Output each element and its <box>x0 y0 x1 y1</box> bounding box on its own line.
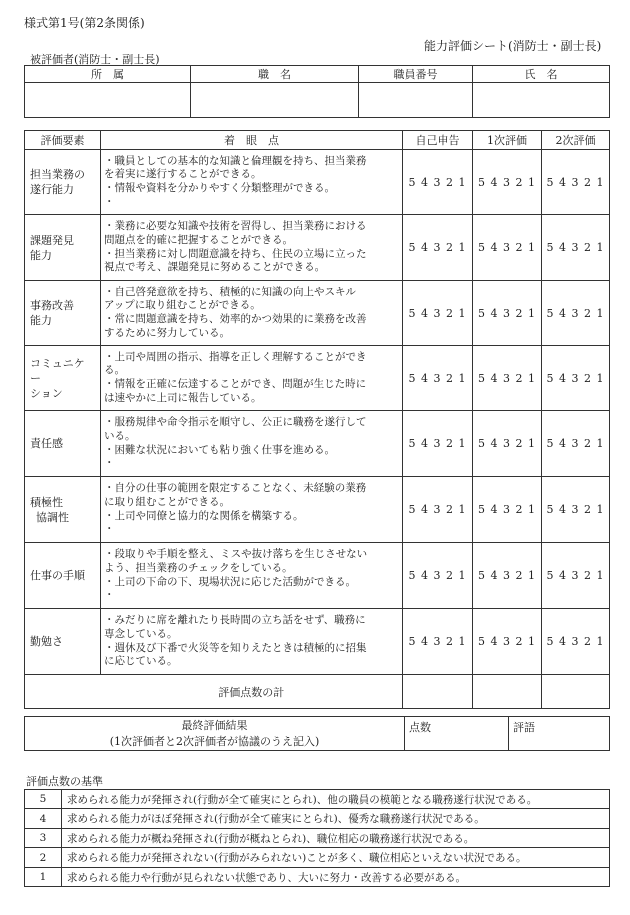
eval-points: ・自己啓発意欲を持ち、積極的に知識の向上やスキル アップに取り組むことができる。 ・常に問題意識を持ち、効率的かつ効果的に業務を改善 するために努力している。 <box>101 281 403 346</box>
self-score-scale[interactable]: 5 4 3 2 1 <box>403 215 473 281</box>
info-header-staff-number: 職員番号 <box>359 66 473 83</box>
info-header-department: 所 属 <box>25 66 191 83</box>
final-comment-label: 評語 <box>513 721 535 734</box>
second-score-scale[interactable]: 5 4 3 2 1 <box>542 281 610 346</box>
eval-row <box>25 477 610 543</box>
criteria-row <box>25 848 610 868</box>
eval-row <box>25 150 610 215</box>
criteria-row <box>25 790 610 809</box>
second-score-scale[interactable]: 5 4 3 2 1 <box>542 543 610 609</box>
info-header-name: 氏 名 <box>473 66 610 83</box>
eval-header-points: 着 眼 点 <box>101 131 403 150</box>
criteria-text: 求められる能力が発揮され(行動が全て確実にとられ)、他の職員の模範となる職務遂行状況である。 <box>62 790 610 809</box>
eval-points: ・みだりに席を離れたり長時間の立ち話をせず、職務に 専念している。 ・週休及び下番で火災等を知りえたときは積極的に招集 に応じている。 <box>101 609 403 675</box>
self-score-scale[interactable]: 5 4 3 2 1 <box>403 609 473 675</box>
self-score-scale[interactable]: 5 4 3 2 1 <box>403 411 473 477</box>
evaluation-table <box>24 130 610 709</box>
eval-category: 積極性 協調性 <box>25 477 101 543</box>
final-score-field[interactable] <box>405 717 509 751</box>
eval-row <box>25 346 610 411</box>
criteria-table <box>24 789 610 887</box>
eval-category: 勤勉さ <box>25 609 101 675</box>
final-result-title: 最終評価結果 <box>181 718 248 732</box>
second-score-scale[interactable]: 5 4 3 2 1 <box>542 215 610 281</box>
first-score-scale[interactable]: 5 4 3 2 1 <box>473 150 542 215</box>
eval-points: ・上司や周囲の指示、指導を正しく理解することができ る。 ・情報を正確に伝達することができ、問題が生じた時に は速やかに上司に報告している。 <box>101 346 403 411</box>
second-score-scale[interactable]: 5 4 3 2 1 <box>542 411 610 477</box>
second-score-scale[interactable]: 5 4 3 2 1 <box>542 150 610 215</box>
first-score-scale[interactable]: 5 4 3 2 1 <box>473 477 542 543</box>
criteria-text: 求められる能力が発揮されない(行動がみられない)ことが多く、職位相応といえない状況である。 <box>62 848 610 868</box>
eval-header-element: 評価要素 <box>25 131 101 150</box>
first-score-scale[interactable]: 5 4 3 2 1 <box>473 411 542 477</box>
eval-row <box>25 543 610 609</box>
eval-points: ・服務規律や命令指示を順守し、公正に職務を遂行して いる。 ・困難な状況においても粘り強く仕事を進める。 ・ <box>101 411 403 477</box>
self-score-scale[interactable]: 5 4 3 2 1 <box>403 150 473 215</box>
self-total-field[interactable] <box>403 675 473 709</box>
second-score-scale[interactable]: 5 4 3 2 1 <box>542 346 610 411</box>
form-number: 様式第1号(第2条関係) <box>24 16 145 30</box>
name-field[interactable] <box>473 83 610 118</box>
final-score-label: 点数 <box>409 721 431 734</box>
eval-category: 仕事の手順 <box>25 543 101 609</box>
position-field[interactable] <box>191 83 359 118</box>
criteria-score: 5 <box>25 790 62 809</box>
sheet-title: 能力評価シート(消防士・副士長) <box>424 39 602 53</box>
eval-category: 責任感 <box>25 411 101 477</box>
criteria-title: 評価点数の基準 <box>26 775 103 788</box>
subject-label: 被評価者(消防士・副士長) <box>30 53 160 66</box>
eval-row <box>25 609 610 675</box>
first-score-scale[interactable]: 5 4 3 2 1 <box>473 215 542 281</box>
final-result-note: (1次評価者と2次評価者が協議のうえ記入) <box>109 734 320 748</box>
eval-points: ・自分の仕事の範囲を限定することなく、未経験の業務 に取り組むことができる。 ・上司や同僚と協力的な関係を構築する。 ・ <box>101 477 403 543</box>
criteria-text: 求められる能力がほぼ発揮され(行動が全て確実にとられ)、優秀な職務遂行状況である。 <box>62 809 610 829</box>
self-score-scale[interactable]: 5 4 3 2 1 <box>403 543 473 609</box>
first-score-scale[interactable]: 5 4 3 2 1 <box>473 609 542 675</box>
self-score-scale[interactable]: 5 4 3 2 1 <box>403 281 473 346</box>
eval-row <box>25 281 610 346</box>
criteria-score: 4 <box>25 809 62 829</box>
department-field[interactable] <box>25 83 191 118</box>
final-result-table <box>24 716 610 751</box>
eval-row <box>25 215 610 281</box>
final-comment-field[interactable] <box>509 717 610 751</box>
staff-number-field[interactable] <box>359 83 473 118</box>
info-table <box>24 65 610 118</box>
total-spacer <box>25 675 101 709</box>
self-score-scale[interactable]: 5 4 3 2 1 <box>403 477 473 543</box>
second-score-scale[interactable]: 5 4 3 2 1 <box>542 477 610 543</box>
second-score-scale[interactable]: 5 4 3 2 1 <box>542 609 610 675</box>
eval-header-first: 1次評価 <box>473 131 542 150</box>
first-score-scale[interactable]: 5 4 3 2 1 <box>473 281 542 346</box>
eval-row <box>25 411 610 477</box>
final-result-title-cell <box>25 717 405 751</box>
criteria-row <box>25 868 610 887</box>
criteria-row <box>25 809 610 829</box>
criteria-score: 3 <box>25 829 62 848</box>
eval-points: ・段取りや手順を整え、ミスや抜け落ちを生じさせない よう、担当業務のチェックをしている。 ・上司の下命の下、現場状況に応じた活動ができる。 ・ <box>101 543 403 609</box>
first-score-scale[interactable]: 5 4 3 2 1 <box>473 543 542 609</box>
eval-points: ・職員としての基本的な知識と倫理観を持ち、担当業務 を着実に遂行することができる。 ・情報や資料を分かりやすく分類整理ができる。 ・ <box>101 150 403 215</box>
criteria-score: 2 <box>25 848 62 868</box>
eval-points: ・業務に必要な知識や技術を習得し、担当業務における 問題点を的確に把握することができる。 ・担当業務に対し問題意識を持ち、住民の立場に立った 視点で考え、課題発見に努めることができる。 <box>101 215 403 281</box>
eval-category: 担当業務の 遂行能力 <box>25 150 101 215</box>
eval-category: 事務改善 能力 <box>25 281 101 346</box>
criteria-row <box>25 829 610 848</box>
first-total-field[interactable] <box>473 675 542 709</box>
first-score-scale[interactable]: 5 4 3 2 1 <box>473 346 542 411</box>
eval-header-second: 2次評価 <box>542 131 610 150</box>
criteria-text: 求められる能力や行動が見られない状態であり、大いに努力・改善する必要がある。 <box>62 868 610 887</box>
self-score-scale[interactable]: 5 4 3 2 1 <box>403 346 473 411</box>
total-label: 評価点数の計 <box>101 675 403 709</box>
eval-header-self: 自己申告 <box>403 131 473 150</box>
eval-category: 課題発見 能力 <box>25 215 101 281</box>
eval-category: コミュニケー ション <box>25 346 101 411</box>
info-header-position: 職 名 <box>191 66 359 83</box>
criteria-text: 求められる能力が概ね発揮され(行動が概ねとられ)、職位相応の職務遂行状況である。 <box>62 829 610 848</box>
criteria-score: 1 <box>25 868 62 887</box>
second-total-field[interactable] <box>542 675 610 709</box>
